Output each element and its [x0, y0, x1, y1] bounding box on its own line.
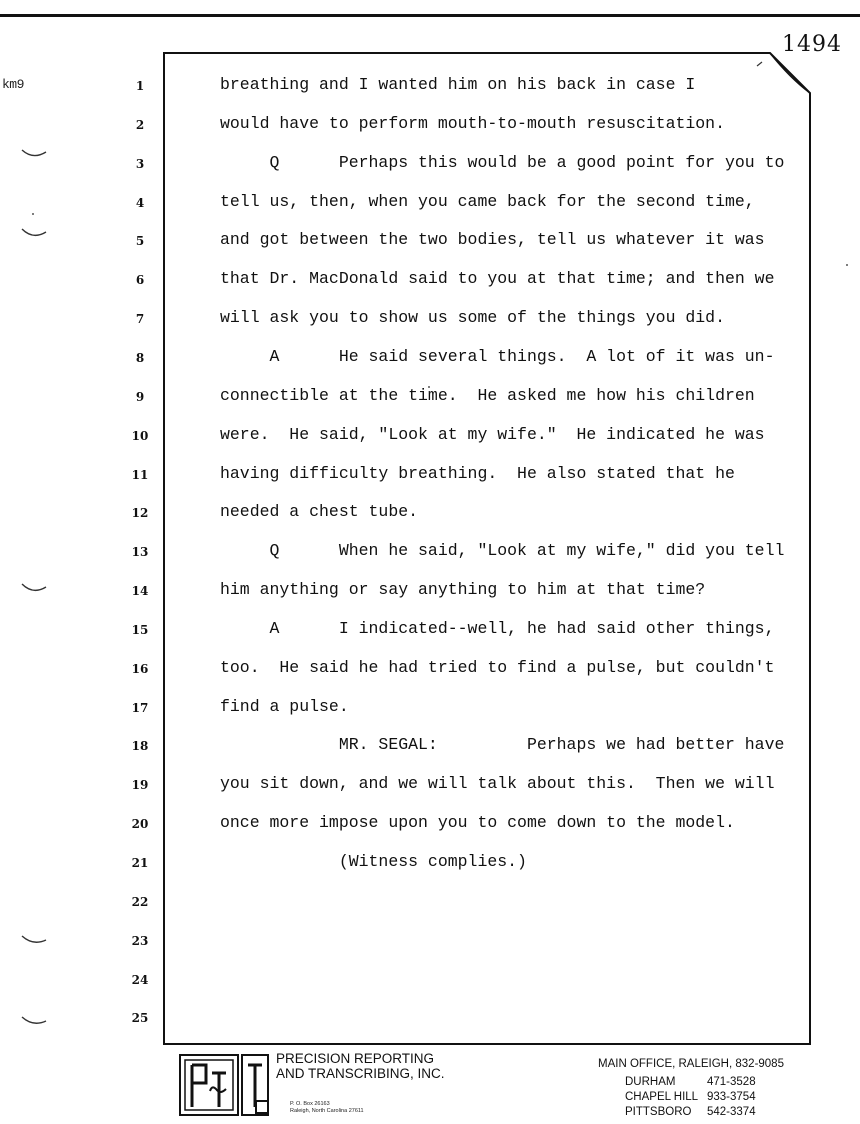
company-name: [276, 1051, 445, 1081]
line-number: 20: [131, 817, 149, 832]
line-number: 11: [131, 467, 149, 482]
transcript-line: Q Perhaps this would be a good point for you to: [220, 152, 785, 172]
company-logo: [178, 1051, 274, 1124]
office-city: DURHAM: [625, 1076, 676, 1088]
mailing-address: [290, 1101, 364, 1115]
line-number: 6: [135, 273, 145, 288]
main-office: MAIN OFFICE, RALEIGH, 832-9085: [598, 1058, 784, 1070]
transcript-line: A He said several things. A lot of it was un-: [220, 346, 775, 366]
transcript-line: that Dr. MacDonald said to you at that time; and then we: [220, 269, 775, 289]
transcript-line: MR. SEGAL: Perhaps we had better have: [220, 735, 785, 755]
transcript-line: would have to perform mouth-to-mouth resuscitation.: [220, 113, 725, 133]
line-number: 13: [131, 545, 149, 560]
address-line-2: Raleigh, North Carolina 27611: [290, 1108, 364, 1114]
transcript-line: and got between the two bodies, tell us whatever it was: [220, 230, 765, 250]
line-number: 21: [131, 856, 149, 870]
transcript-line: him anything or say anything to him at that time?: [220, 580, 706, 600]
line-number: 24: [131, 972, 149, 987]
line-number: 17: [131, 700, 149, 715]
company-name-line-2: AND TRANSCRIBING, INC.: [276, 1066, 445, 1081]
company-name-line-1: PRECISION REPORTING: [276, 1051, 435, 1066]
line-number: 18: [131, 739, 149, 754]
line-number: 9: [135, 389, 145, 404]
office-city: PITTSBORO: [625, 1106, 692, 1118]
margin-code: km9: [2, 77, 24, 92]
transcript-line: were. He said, "Look at my wife." He indicated he was: [220, 424, 765, 444]
line-number: 25: [131, 1011, 149, 1026]
scan-speck: [846, 264, 848, 266]
line-number: 4: [135, 195, 145, 210]
address-line-1: P. O. Box 26163: [290, 1101, 330, 1107]
page-number: 1494: [782, 32, 842, 57]
office-row: [625, 1091, 756, 1103]
transcript-line: connectible at the time. He asked me how his children: [220, 385, 755, 405]
transcript-line: (Witness complies.): [220, 852, 527, 871]
line-number: 1: [135, 79, 145, 93]
line-number: 10: [131, 428, 149, 443]
office-phone: 933-3754: [707, 1091, 756, 1103]
line-number: 12: [131, 506, 149, 521]
line-number: 3: [135, 156, 145, 171]
transcript-line: having difficulty breathing. He also stated that he: [220, 463, 735, 483]
transcript-line: once more impose upon you to come down to the model.: [220, 813, 735, 833]
office-phone: 542-3374: [707, 1106, 756, 1118]
line-number: 7: [135, 312, 145, 327]
transcript-line: breathing and I wanted him on his back in case I: [220, 75, 696, 94]
office-phone: 471-3528: [707, 1076, 756, 1088]
line-number: 14: [131, 584, 149, 599]
transcript-line: tell us, then, when you came back for the second time,: [220, 191, 755, 211]
transcript-line: will ask you to show us some of the things you did.: [220, 308, 725, 328]
line-number: 19: [131, 778, 149, 793]
line-number: 16: [131, 661, 149, 676]
transcript-line: needed a chest tube.: [220, 502, 419, 522]
office-row: [625, 1076, 756, 1088]
office-row: [625, 1106, 756, 1118]
transcript-line: too. He said he had tried to find a pulse, but couldn't: [220, 657, 775, 677]
office-city: CHAPEL HILL: [625, 1091, 699, 1103]
line-number: 8: [135, 350, 145, 365]
line-number: 5: [135, 234, 145, 249]
transcript-line: you sit down, and we will talk about this. Then we will: [220, 774, 775, 794]
scan-speck: [32, 213, 34, 215]
transcript-line: Q When he said, "Look at my wife," did you tell: [220, 541, 785, 561]
line-number: 22: [131, 894, 149, 909]
line-number: 2: [135, 117, 145, 132]
line-number: 23: [131, 933, 149, 948]
transcript-line: find a pulse.: [220, 696, 349, 716]
line-number: 15: [131, 622, 149, 637]
transcript-line: A I indicated--well, he had said other things,: [220, 618, 775, 638]
